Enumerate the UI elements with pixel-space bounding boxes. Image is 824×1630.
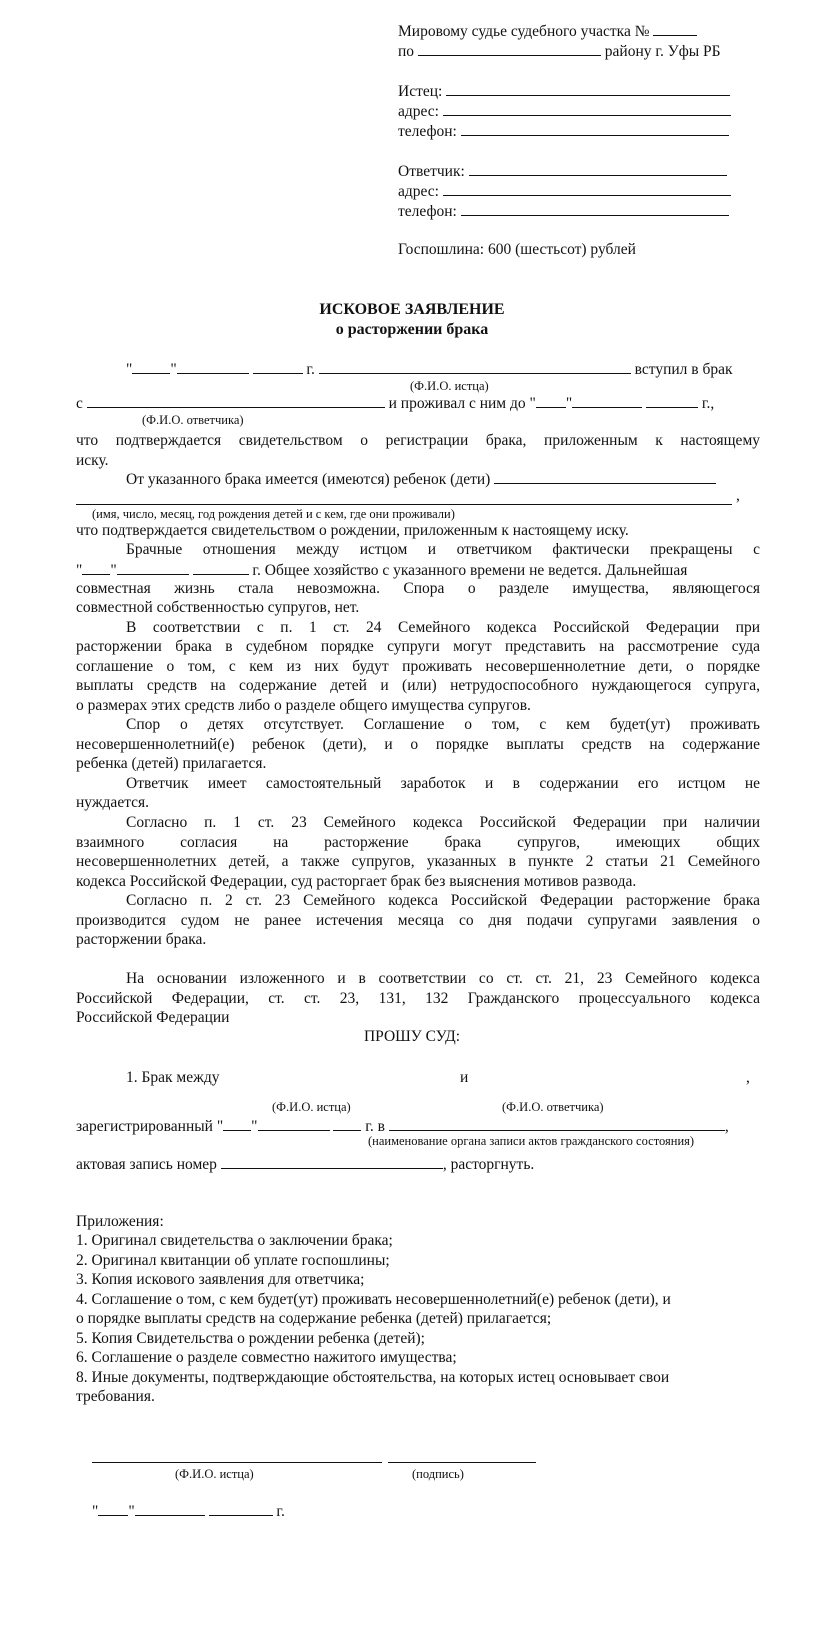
text-line: Российской Федерации, ст. ст. 23, 131, 132 Гражданского процессуального кодекса <box>76 990 760 1007</box>
marriage-line-end: вступил в брак <box>634 361 733 378</box>
until-day-blank[interactable] <box>536 392 566 408</box>
text-line: совместная жизнь стала невозможна. Спора о разделе имущества, являющегося <box>76 580 760 597</box>
quote: " <box>76 562 83 579</box>
text-line: взаимного согласия на расторжение брака супругов, имеющих общих <box>76 834 760 851</box>
attachment-item: о порядке выплаты средств на содержание ребенка (детей) прилагается; <box>76 1310 552 1327</box>
text-line: что подтверждается свидетельством о регистрации брака, приложенным к настоящему <box>76 432 760 449</box>
plaintiff-phone-line <box>398 120 729 142</box>
registration-year-blank[interactable] <box>333 1115 361 1131</box>
quote: " <box>251 1118 258 1135</box>
date-year-suffix: г. <box>276 1503 285 1520</box>
text-line: выплаты средств на содержание детей и (или) нетрудоспособного нуждающегося супруга, <box>76 677 760 694</box>
separation-text: г. Общее хозяйство с указанного времени не ведется. Дальнейшая <box>252 562 688 579</box>
attachments-heading: Приложения: <box>76 1213 164 1230</box>
text-line: Согласно п. 1 ст. 23 Семейного кодекса Российской Федерации при наличии <box>126 814 760 831</box>
judge-line-2 <box>398 40 721 62</box>
defendant-address-blank[interactable] <box>443 180 731 196</box>
registration-comma: , <box>724 1118 729 1135</box>
divorce-item-and: и <box>460 1069 469 1086</box>
text-line: производится судом не ранее истечения месяца со дня подачи супругами заявления о <box>76 912 760 929</box>
record-number-blank[interactable] <box>221 1153 443 1169</box>
attachment-item: 8. Иные документы, подтверждающие обстоятельства, на которых истец основывает свои <box>76 1369 670 1386</box>
record-label: актовая запись номер <box>76 1156 217 1173</box>
plaintiff-address-blank[interactable] <box>443 100 731 116</box>
attachment-item: 3. Копия искового заявления для ответчика; <box>76 1271 365 1288</box>
registration-label: зарегистрированный " <box>76 1118 224 1135</box>
registration-year-suffix: г. в <box>365 1118 385 1135</box>
quote: " <box>110 562 117 579</box>
quote: " <box>128 1503 135 1520</box>
text-line: расторжении брака в судебном порядке супруги могут представить на рассмотрение суда <box>76 638 760 655</box>
plaintiff-address-line <box>398 100 731 122</box>
text-line: Ответчик имеет самостоятельный заработок и в содержании его истцом не <box>126 775 760 792</box>
judge-line-2-prefix: по <box>398 43 415 60</box>
plaintiff-phone-blank[interactable] <box>461 120 729 136</box>
year-suffix: г. <box>306 361 315 378</box>
caption-registry: (наименование органа записи актов гражданского состояния) <box>368 1134 695 1148</box>
judge-label: Мировому судье судебного участка № <box>398 23 650 40</box>
plaintiff-name-blank[interactable] <box>319 358 631 374</box>
text-line: несовершеннолетний(е) ребенок (дети), и о порядке выплаты средств на содержание <box>76 736 760 753</box>
district-blank[interactable] <box>418 40 601 56</box>
signature-blank[interactable] <box>388 1462 536 1463</box>
petition-heading: ПРОШУ СУД: <box>363 1028 461 1045</box>
signature-date-line <box>92 1500 285 1522</box>
separation-month-blank[interactable] <box>117 559 189 575</box>
text-line: совместной собственностью супругов, нет. <box>76 599 360 616</box>
defendant-address-line <box>398 180 731 202</box>
text-line: иску. <box>76 452 109 469</box>
text-line: нуждается. <box>76 794 150 811</box>
text-line: Спор о детях отсутствует. Соглашение о том, с кем будет(ут) проживать <box>126 716 760 733</box>
record-end: , расторгнуть. <box>442 1156 535 1173</box>
date-day-blank[interactable] <box>98 1500 128 1516</box>
text-line: расторжении брака. <box>76 931 207 948</box>
defendant-name-blank[interactable] <box>87 392 385 408</box>
caption-plaintiff: (Ф.И.О. истца) <box>410 379 489 393</box>
quote: " <box>126 361 133 378</box>
text-line: о размерах этих средств либо о разделе общего имущества супругов. <box>76 697 531 714</box>
registration-day-blank[interactable] <box>223 1115 251 1131</box>
marriage-month-blank[interactable] <box>177 358 249 374</box>
quote: " <box>565 395 573 412</box>
children-label: От указанного брака имеется (имеются) ребенок (дети) <box>126 471 491 488</box>
judge-line-1 <box>398 20 697 42</box>
quote: " <box>170 361 177 378</box>
quote: " <box>92 1503 99 1520</box>
court-number-blank[interactable] <box>653 20 697 36</box>
defendant-phone-label: телефон: <box>398 203 457 220</box>
attachment-item: 5. Копия Свидетельства о рождении ребенка (детей); <box>76 1330 425 1347</box>
plaintiff-phone-label: телефон: <box>398 123 457 140</box>
children-line <box>126 468 716 490</box>
caption-signature-name: (Ф.И.О. истца) <box>175 1467 254 1481</box>
attachment-item: 4. Соглашение о том, с кем будет(ут) проживать несовершеннолетний(е) ребенок (дети), и <box>76 1291 671 1308</box>
defendant-phone-blank[interactable] <box>461 200 729 216</box>
registry-office-blank[interactable] <box>389 1115 725 1131</box>
children-comma: , <box>736 487 740 504</box>
text-line: Российской Федерации <box>76 1009 230 1026</box>
signature-name-blank[interactable] <box>92 1462 382 1463</box>
caption-children: (имя, число, месяц, год рождения детей и с кем, где они проживали) <box>92 507 455 521</box>
judge-line-2-suffix: району г. Уфы РБ <box>604 43 721 60</box>
document-title: ИСКОВОЕ ЗАЯВЛЕНИЕ <box>319 301 505 318</box>
date-month-blank[interactable] <box>135 1500 205 1516</box>
divorce-item-comma: , <box>746 1069 750 1086</box>
attachment-item: 1. Оригинал свидетельства о заключении брака; <box>76 1232 393 1249</box>
plaintiff-label: Истец: <box>398 83 443 100</box>
until-month-blank[interactable] <box>572 392 642 408</box>
caption-defendant: (Ф.И.О. ответчика) <box>142 413 244 427</box>
caption-plaintiff-petition: (Ф.И.О. истца) <box>272 1100 351 1114</box>
attachment-item: 6. Соглашение о разделе совместно нажитого имущества; <box>76 1349 457 1366</box>
cohabitation-line <box>76 392 714 414</box>
cohabitation-mid: и проживал с ним до " <box>388 395 536 412</box>
text-line: соглашение о том, с кем из них будут проживать несовершеннолетние дети, о порядке <box>76 658 760 675</box>
text-line: несовершеннолетних детей, а также супругов, указанных в пункте 2 статьи 21 Семейного <box>76 853 760 870</box>
text-line: кодекса Российской Федерации, суд расторгает брак без выяснения мотивов развода. <box>76 873 637 890</box>
children-blank-1[interactable] <box>494 468 716 484</box>
text-line: ребенка (детей) прилагается. <box>76 755 267 772</box>
caption-defendant-petition: (Ф.И.О. ответчика) <box>502 1100 604 1114</box>
record-line <box>76 1153 534 1175</box>
document-subtitle: о расторжении брака <box>335 321 489 338</box>
text-line: На основании изложенного и в соответствии со ст. ст. 21, 23 Семейного кодекса <box>126 970 760 987</box>
cohabitation-end: г., <box>701 395 715 412</box>
plaintiff-line <box>398 80 730 102</box>
attachment-item: 2. Оригинал квитанции об уплате госпошлины; <box>76 1252 390 1269</box>
divorce-item-start: 1. Брак между <box>126 1069 220 1086</box>
cohabitation-prefix: с <box>76 395 83 412</box>
defendant-blank[interactable] <box>469 160 727 176</box>
marriage-day-blank[interactable] <box>132 358 170 374</box>
text-line: Согласно п. 2 ст. 23 Семейного кодекса Российской Федерации расторжение брака <box>126 892 760 909</box>
defendant-line <box>398 160 727 182</box>
text-line: В соответствии с п. 1 ст. 24 Семейного кодекса Российской Федерации при <box>126 619 760 636</box>
children-blank-2[interactable] <box>76 504 732 505</box>
registration-month-blank[interactable] <box>258 1115 330 1131</box>
date-year-blank[interactable] <box>209 1500 273 1516</box>
plaintiff-address-label: адрес: <box>398 103 439 120</box>
separation-day-blank[interactable] <box>82 559 110 575</box>
separation-year-blank[interactable] <box>193 559 249 575</box>
separation-line <box>76 559 687 581</box>
defendant-phone-line <box>398 200 729 222</box>
caption-signature: (подпись) <box>412 1467 464 1481</box>
marriage-year-blank[interactable] <box>253 358 303 374</box>
attachment-item: требования. <box>76 1388 155 1405</box>
marriage-line <box>126 358 733 380</box>
state-fee: Госпошлина: 600 (шестьсот) рублей <box>398 241 636 258</box>
plaintiff-blank[interactable] <box>446 80 730 96</box>
defendant-address-label: адрес: <box>398 183 439 200</box>
until-year-blank[interactable] <box>646 392 698 408</box>
text-line: Брачные отношения между истцом и ответчиком фактически прекращены с <box>126 541 760 558</box>
text-line: что подтверждается свидетельством о рождении, приложенным к настоящему иску. <box>76 522 629 539</box>
defendant-label: Ответчик: <box>398 163 465 180</box>
